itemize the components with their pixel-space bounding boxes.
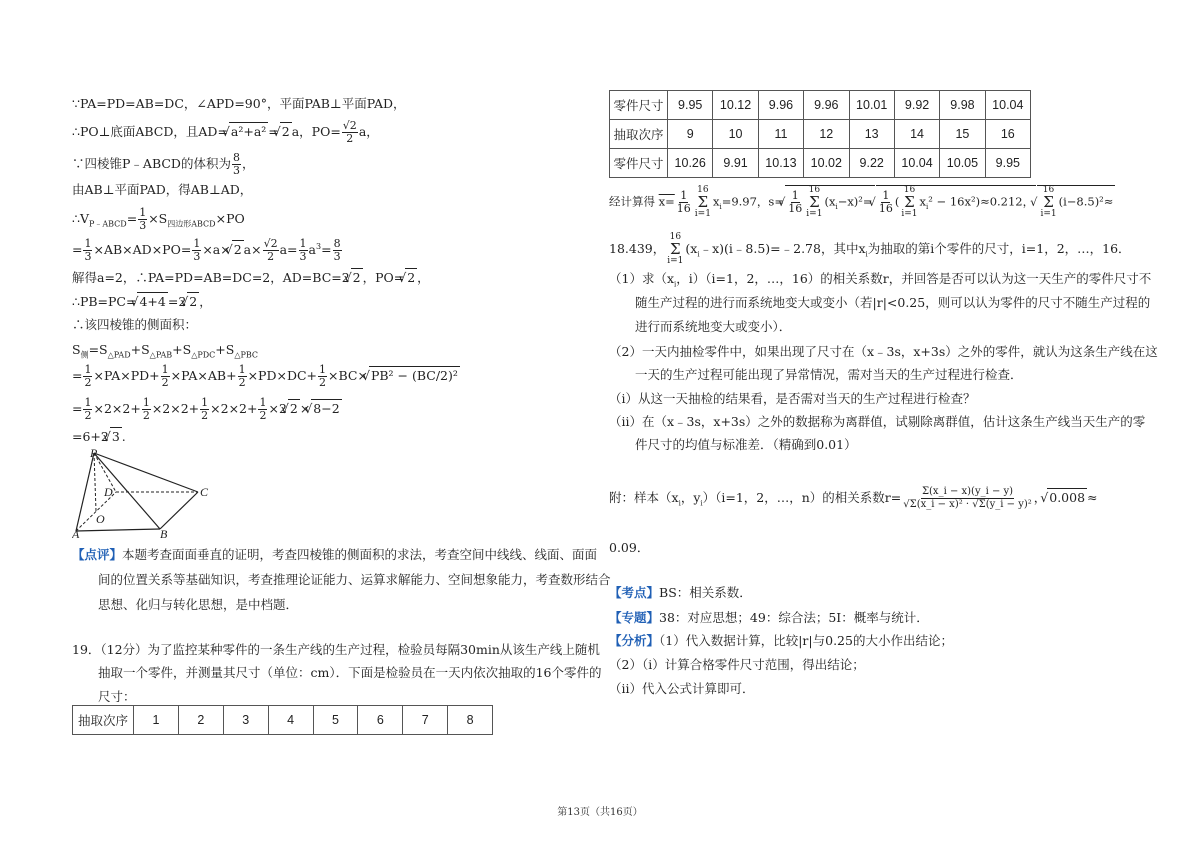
table-cell: 9.96 bbox=[804, 91, 849, 120]
table-cell: 10.12 bbox=[713, 91, 758, 120]
label-A: A bbox=[72, 527, 80, 540]
proof-line-12: = $\frac{1}{2}$ ×2×2+ $\frac{1}{2}$ ×2×2+ $\frac{1}{2}$ ×2×2+ $\frac{1}{2}$ ×2√ 2 ×√ 8−2 bbox=[72, 397, 342, 422]
proof-line-5: $\therefore V_{P﹣ABCD}=$ $\frac{1}{3}$ $\times S_{四边形ABCD}\times PO$ bbox=[72, 206, 245, 232]
label-P: P bbox=[90, 446, 98, 460]
table-cell: 6 bbox=[358, 706, 403, 735]
topic: 【专题】38：对应思想；49：综合法；5I：概率与统计． bbox=[609, 610, 929, 625]
table-row bbox=[610, 91, 1031, 120]
question19-line-1: 19．（12分）为了监控某种零件的一条生产线的生产过程，检验员每隔30min从该生产线上随机 bbox=[72, 642, 600, 657]
label-B: B bbox=[160, 527, 168, 540]
table-cell: 10 bbox=[713, 120, 758, 149]
table-cell: 9 bbox=[668, 120, 713, 149]
table-row bbox=[73, 706, 493, 735]
question-part1-line-2: 随生产过程的进行而系统地变大或变小（若|r|<0.25，则可以认为零件的尺寸不随生产过程的 bbox=[635, 295, 1151, 310]
edge-PO bbox=[94, 453, 96, 511]
table-cell: 9.91 bbox=[713, 149, 758, 178]
table-cell: 12 bbox=[804, 120, 849, 149]
question-part2-i: （ⅰ）从这一天抽检的结果看，是否需对当天的生产过程进行检查？ bbox=[609, 391, 976, 406]
table-cell: 1 bbox=[134, 706, 179, 735]
table-cell: 10.05 bbox=[940, 149, 985, 178]
table-cell: 7 bbox=[403, 706, 448, 735]
table-cell: 4 bbox=[268, 706, 313, 735]
proof-line-4: 由AB⊥平面PAD，得AB⊥AD， bbox=[72, 182, 253, 197]
table-cell: 抽取次序 bbox=[610, 120, 668, 149]
comment-line-3: 思想、化归与转化思想，是中档题． bbox=[98, 597, 299, 612]
table-cell: 10.04 bbox=[985, 91, 1030, 120]
question-part2-ii-line-1: （ⅱ）在（x﹣3s，x+3s）之外的数据称为离群值，试剔除离群值，估计这条生产线当天生产的零 bbox=[609, 414, 1146, 429]
proof-line-2: ∴PO⊥底面ABCD，且AD=√ a²+a² =√ 2 a，PO= $\frac{√2}{2}$ a， bbox=[72, 120, 379, 145]
table-cell: 11 bbox=[758, 120, 803, 149]
page-footer: 第13页（共16页） bbox=[557, 807, 643, 818]
edge-AB bbox=[76, 529, 160, 531]
table-cell: 零件尺寸 bbox=[610, 149, 668, 178]
table-cell: 抽取次序 bbox=[73, 706, 134, 735]
table-cell: 10.02 bbox=[804, 149, 849, 178]
table-cell: 9.95 bbox=[668, 91, 713, 120]
table-cell: 3 bbox=[223, 706, 268, 735]
table-cell: 8 bbox=[448, 706, 493, 735]
edge-PA bbox=[76, 453, 94, 531]
table-cell: 14 bbox=[894, 120, 939, 149]
proof-line-10: $S_侧=S_{\triangle PAD}+S_{\triangle PAB}+S_{\triangle PDC}+S_{\triangle PBC}$ bbox=[72, 342, 258, 360]
edge-BC bbox=[160, 492, 198, 529]
table-cell: 10.04 bbox=[894, 149, 939, 178]
question-part2-line-1: （2）一天内抽检零件中，如果出现了尺寸在（x﹣3s，x+3s）之外的零件，就认为这条生产线在这 bbox=[609, 344, 1158, 359]
table-cell: 9.98 bbox=[940, 91, 985, 120]
table-cell: 16 bbox=[985, 120, 1030, 149]
analysis-line-2: （2）（i）计算合格零件尺寸范围，得出结论； bbox=[609, 657, 865, 672]
proof-line-3: ∵四棱锥P﹣ABCD的体积为 $\frac{8}{3}$ ， bbox=[72, 151, 255, 177]
question19-line-3: 尺寸： bbox=[98, 689, 136, 704]
table-cell: 10.13 bbox=[758, 149, 803, 178]
table-cell: 5 bbox=[313, 706, 358, 735]
table-cell: 10.26 bbox=[668, 149, 713, 178]
table-cell: 2 bbox=[178, 706, 223, 735]
question-part1-line-3: 进行而系统地变大或变小）． bbox=[635, 319, 792, 334]
table-row bbox=[610, 149, 1031, 178]
proof-line-6: = $\frac{1}{3}$ ×AB×AD×PO= $\frac{1}{3}$ ×a×√ 2 a× $\frac{√2}{2}$ a= $\frac{1}{3}$ $a^3=$ $\frac{8}{3}$ bbox=[72, 238, 343, 263]
part-size-table bbox=[609, 90, 1031, 178]
pyramid-figure bbox=[72, 445, 222, 540]
table-cell: 10.01 bbox=[849, 91, 894, 120]
label-D: D bbox=[104, 485, 113, 499]
knowledge-tag: 【考点】 bbox=[609, 585, 660, 600]
question19-line-2: 抽取一个零件，并测量其尺寸（单位：cm）．下面是检验员在一天内依次抽取的16个零件的 bbox=[98, 665, 602, 680]
table-row bbox=[610, 120, 1031, 149]
label-O: O bbox=[96, 512, 105, 526]
proof-line-13: =6+2√ 3 . bbox=[72, 427, 126, 446]
proof-line-8: ∴PB=PC=√ 4+4 =2√ 2 ， bbox=[72, 292, 212, 311]
table-cell: 零件尺寸 bbox=[610, 91, 668, 120]
table-cell: 9.95 bbox=[985, 149, 1030, 178]
topic-tag: 【专题】 bbox=[609, 610, 660, 625]
analysis-line-3: （ii）代入公式计算即可． bbox=[609, 681, 755, 696]
proof-line-11: = $\frac{1}{2}$ ×PA×PD+ $\frac{1}{2}$ ×PA×AB+ $\frac{1}{2}$ ×PD×DC+ $\frac{1}{2}$ ×BC×√ PB² − (BC/2)² bbox=[72, 364, 460, 389]
label-C: C bbox=[200, 485, 209, 499]
table-cell: 15 bbox=[940, 120, 985, 149]
question-part2-ii-line-2: 件尺寸的均值与标准差．（精确到0.01） bbox=[635, 437, 857, 452]
table-cell: 9.92 bbox=[894, 91, 939, 120]
question-part2-line-2: 一天的生产过程可能出现了异常情况，需对当天的生产过程进行检查． bbox=[635, 367, 1023, 382]
comment-line-1: 【点评】本题考查面面垂直的证明，考查四棱锥的侧面积的求法，考查空间中线线、线面、面面 bbox=[72, 547, 598, 562]
table-cell: 13 bbox=[849, 120, 894, 149]
table-cell: 9.96 bbox=[758, 91, 803, 120]
table-cell: 9.22 bbox=[849, 149, 894, 178]
knowledge-point: 【考点】BS：相关系数． bbox=[609, 585, 752, 600]
attachment-result: 0.09． bbox=[609, 540, 650, 555]
question-part1-line-1: （1）求（$x_i$，i）（i=1，2，…，16）的相关系数r，并回答是否可以认为这一天生产的零件尺寸不 bbox=[609, 271, 1152, 289]
proof-line-1: ∵PA=PD=AB=DC，∠APD=90°，平面PAB⊥平面PAD， bbox=[72, 96, 406, 111]
proof-line-7: 解得a=2，∴PA=PD=AB=DC=2，AD=BC=2√ 2 ，PO=√ 2 ， bbox=[72, 268, 430, 287]
calc-line-1: 经计算得 x= $\frac{1}{16}$ 16 Σ i=1 $x_i=9.97$，s= √ $\frac{1}{16}$ 16 Σ i=1 $(x_i-x)^2=$ √ $\frac{1}{16}$ ( 16 Σ i=1 $x_i^2 - 16x^2)\approx 0.212$， √ 16 Σ i=1 (i−8.5)²≈ bbox=[609, 185, 1115, 219]
comment-tag: 【点评】 bbox=[72, 547, 123, 562]
comment-line-2: 间的位置关系等基础知识，考查推理论证能力、运算求解能力、空间想象能力，考查数形结合 bbox=[98, 572, 611, 587]
sample-order-table-1 bbox=[72, 705, 493, 735]
proof-line-9: ∴该四棱锥的侧面积： bbox=[72, 317, 198, 332]
calc-line-2: 18.439， 16 Σ i=1 $(x_i﹣x)(i﹣8.5)=﹣2.78$，其中$x_i$为抽取的第i个零件的尺寸，i=1，2，…，16． bbox=[609, 232, 1131, 266]
attachment-formula: 附：样本（$x_i$，$y_i)(i=1$，2，…，n）的相关系数r= $\frac{\Sigma(x\_i - x)(y\_i - y)}{\text{√Σ(x\_i − x)² · √Σ(y\_i − y)²}}$ ，√ 0.008 ≈ bbox=[609, 486, 1098, 513]
analysis-line-1: 【分析】（1）代入数据计算，比较|r|与0.25的大小作出结论； bbox=[609, 633, 953, 648]
analysis-tag: 【分析】 bbox=[609, 633, 660, 648]
